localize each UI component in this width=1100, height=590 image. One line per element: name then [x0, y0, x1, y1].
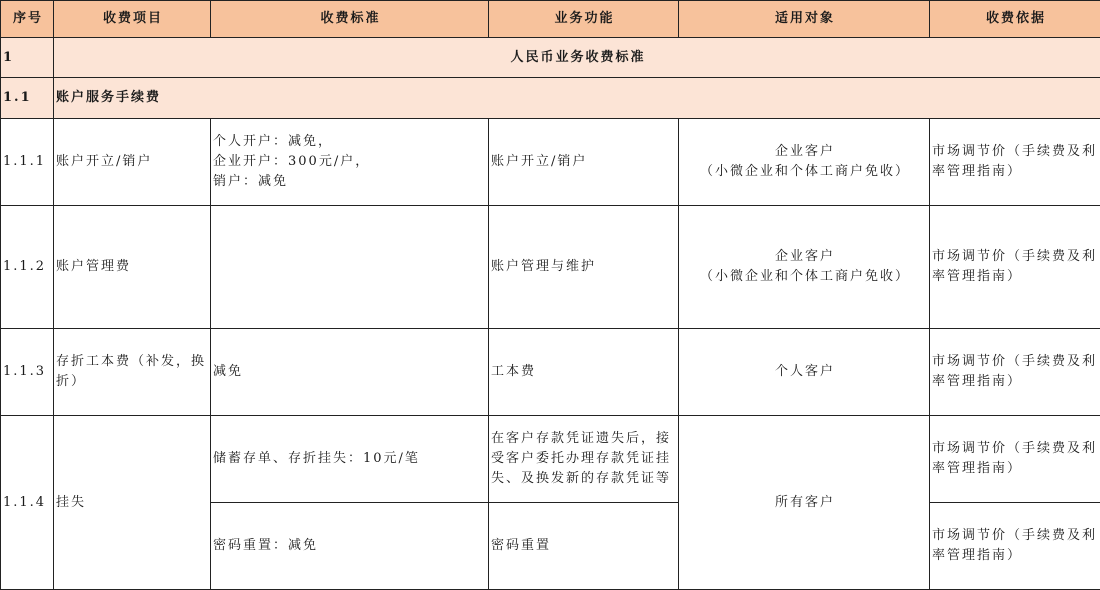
row-item: 存折工本费（补发，换折） — [54, 329, 211, 416]
header-no: 序号 — [1, 1, 54, 38]
table-row — [1, 119, 1100, 206]
row-target: 个人客户 — [679, 329, 930, 416]
row-no: 1.1.2 — [1, 206, 54, 329]
row-basis: 市场调节价（手续费及利率管理指南） — [930, 416, 1100, 503]
subsection-no: 1.1 — [1, 78, 54, 119]
header-function: 业务功能 — [489, 1, 679, 38]
header-target: 适用对象 — [679, 1, 930, 38]
header-item: 收费项目 — [54, 1, 211, 38]
row-no: 1.1.3 — [1, 329, 54, 416]
section-row-account-fees — [1, 78, 1100, 119]
table-row — [1, 329, 1100, 416]
row-target: 所有客户 — [679, 416, 930, 590]
row-function: 账户管理与维护 — [489, 206, 679, 329]
row-standard — [211, 206, 489, 329]
section-row-rmb — [1, 38, 1100, 78]
row-standard: 储蓄存单、存折挂失：10元/笔 — [211, 416, 489, 503]
row-target: 企业客户 （小微企业和个体工商户免收） — [679, 119, 930, 206]
row-basis: 市场调节价（手续费及利率管理指南） — [930, 119, 1100, 206]
row-basis: 市场调节价（手续费及利率管理指南） — [930, 503, 1100, 590]
row-item: 挂失 — [54, 416, 211, 590]
header-standard: 收费标准 — [211, 1, 489, 38]
section-no: 1 — [1, 38, 54, 78]
table-row — [1, 206, 1100, 329]
row-no: 1.1.4 — [1, 416, 54, 590]
row-standard: 减免 — [211, 329, 489, 416]
row-standard: 个人开户：减免， 企业开户：300元/户， 销户：减免 — [211, 119, 489, 206]
section-title: 人民币业务收费标准 — [54, 38, 1100, 78]
row-basis: 市场调节价（手续费及利率管理指南） — [930, 206, 1100, 329]
header-basis: 收费依据 — [930, 1, 1100, 38]
row-item: 账户管理费 — [54, 206, 211, 329]
subsection-title: 账户服务手续费 — [54, 78, 1100, 119]
row-function: 工本费 — [489, 329, 679, 416]
row-no: 1.1.1 — [1, 119, 54, 206]
table-row — [1, 416, 1100, 503]
row-standard: 密码重置：减免 — [211, 503, 489, 590]
row-function: 账户开立/销户 — [489, 119, 679, 206]
header-row — [1, 1, 1100, 38]
row-function: 在客户存款凭证遗失后，接受客户委托办理存款凭证挂失、及换发新的存款凭证等 — [489, 416, 679, 503]
row-item: 账户开立/销户 — [54, 119, 211, 206]
row-target: 企业客户 （小微企业和个体工商户免收） — [679, 206, 930, 329]
row-function: 密码重置 — [489, 503, 679, 590]
row-basis: 市场调节价（手续费及利率管理指南） — [930, 329, 1100, 416]
